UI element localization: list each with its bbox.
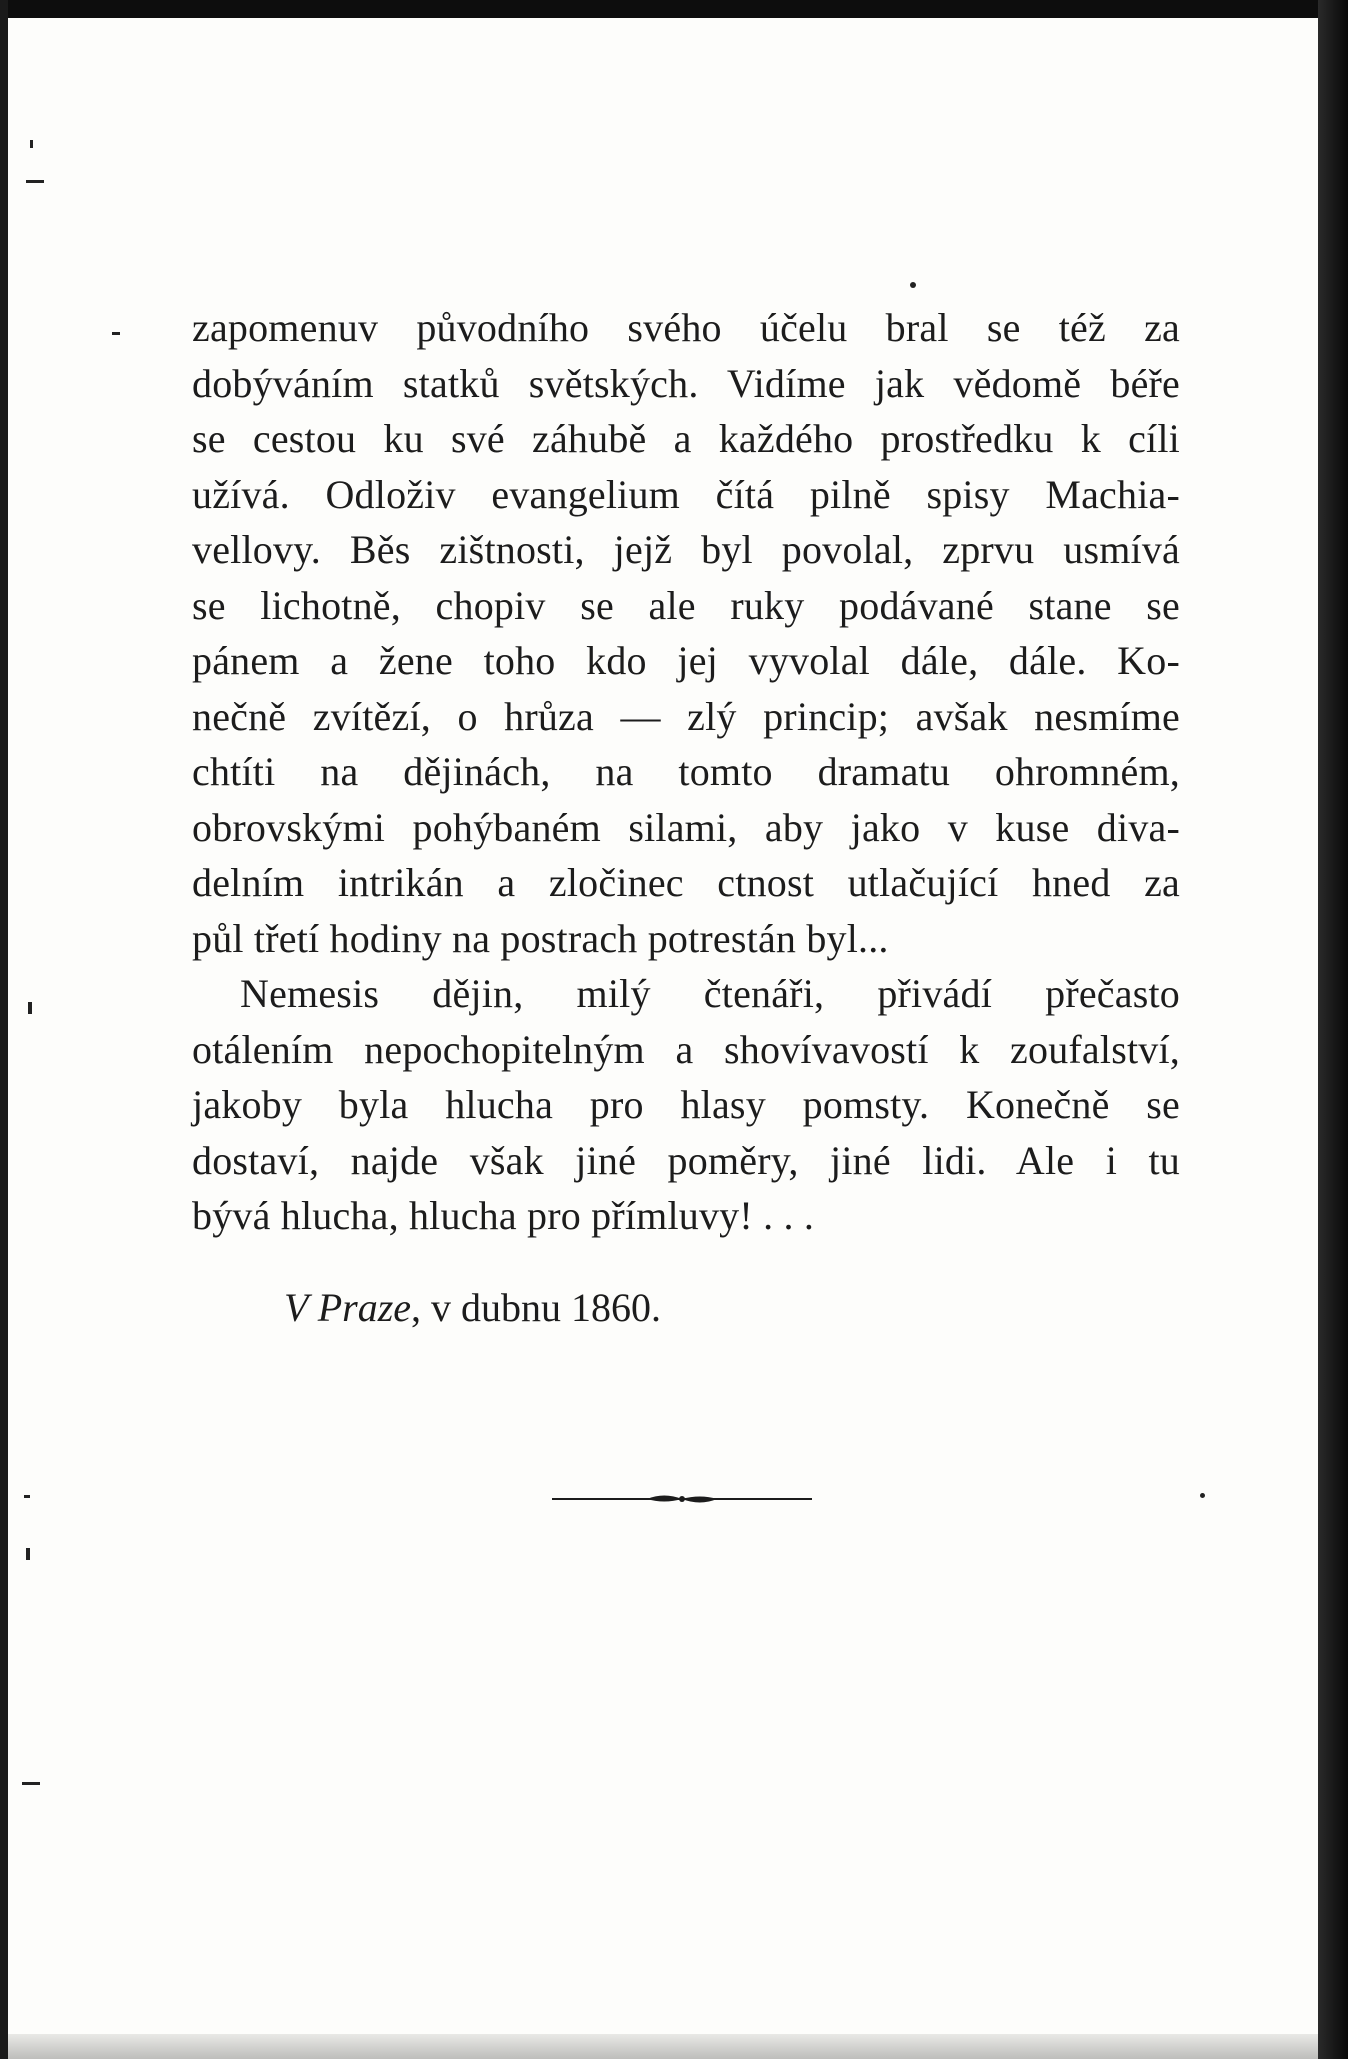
text-line: bývá hlucha, hlucha pro přímluvy! . . .	[192, 1193, 815, 1238]
text-line: se lichotně, chopiv se ale ruky podávané stane se	[192, 582, 1180, 628]
text-line: chtíti na dějinách, na tomto dramatu ohromném,	[192, 749, 1180, 794]
text-line: dobýváním statků světských. Vidíme jak vědomě béře	[192, 360, 1180, 406]
text-line: zapomenuv původního svého účelu bral se též za	[192, 305, 1180, 350]
text-line: užívá. Odloživ evangelium čítá pilně spisy Machia-	[192, 471, 1180, 517]
margin-speck	[24, 1495, 30, 1498]
text-line: dostaví, najde však jiné poměry, jiné lidi. Ale i tu	[192, 1137, 1180, 1183]
text-line: vellovy. Běs zištnosti, jejž byl povolal, zprvu usmívá	[192, 527, 1180, 572]
margin-speck	[28, 1002, 32, 1014]
margin-speck	[1200, 1493, 1205, 1498]
margin-speck	[26, 180, 44, 183]
place-name: V Praze	[284, 1285, 412, 1330]
text-line: delním intrikán a zločinec ctnost utlačující hned za	[192, 860, 1180, 905]
left-page-edge	[0, 0, 8, 2059]
paragraph-1	[192, 300, 1180, 966]
place-and-date	[284, 1284, 661, 1331]
date-text: , v dubnu 1860.	[411, 1285, 662, 1330]
page-bottom-edge	[8, 2034, 1318, 2059]
right-binding-edge	[1318, 0, 1348, 2059]
text-line: obrovskými pohýbaném silami, aby jako v kuse diva-	[192, 804, 1180, 850]
paragraph-2	[192, 966, 1180, 1244]
margin-speck	[30, 140, 33, 148]
text-line: Nemesis dějin, milý čtenáři, přivádí přečasto	[240, 971, 1180, 1016]
main-text	[192, 300, 1180, 1244]
margin-speck	[26, 1548, 30, 1560]
text-line: nečně zvítězí, o hrůza — zlý princip; avšak nesmíme	[192, 693, 1180, 739]
text-line: otálením nepochopitelným a shovívavostí k zoufalství,	[192, 1026, 1180, 1072]
text-line: pánem a žene toho kdo jej vyvolal dále, dále. Ko-	[192, 638, 1180, 683]
text-line: se cestou ku své záhubě a každého prostředku k cíli	[192, 416, 1180, 461]
ornament-divider-icon	[552, 1492, 812, 1506]
margin-speck	[910, 282, 916, 288]
text-line: jakoby byla hlucha pro hlasy pomsty. Konečně se	[192, 1082, 1180, 1127]
text-line: půl třetí hodiny na postrach potrestán byl...	[192, 915, 889, 961]
margin-speck	[22, 1782, 40, 1785]
margin-speck	[112, 332, 120, 335]
